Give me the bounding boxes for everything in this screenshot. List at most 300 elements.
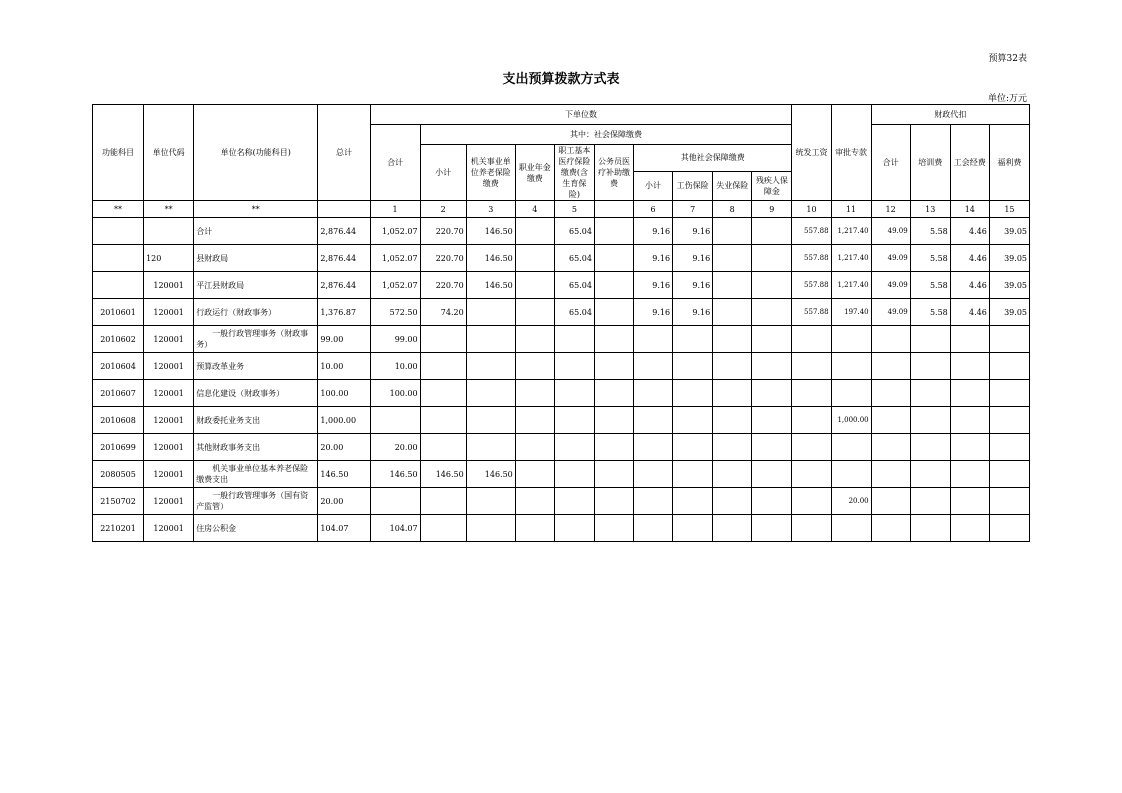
func-code-cell: 2010604 (93, 353, 144, 380)
table-row (93, 488, 1030, 515)
value-cell-c11: 1,217.40 (831, 245, 871, 272)
value-cell-c9 (752, 515, 792, 542)
value-cell-c15 (989, 434, 1029, 461)
value-cell-c12 (871, 326, 910, 353)
value-cell-c1: 1,052.07 (370, 245, 420, 272)
value-cell-c7 (673, 515, 713, 542)
func-code-cell (93, 245, 144, 272)
value-cell-c4 (515, 353, 554, 380)
value-cell-total: 2,876.44 (318, 272, 370, 299)
header-social: 其中：社会保障缴费 (420, 125, 792, 145)
value-cell-c7 (673, 434, 713, 461)
value-cell-c3 (466, 353, 515, 380)
value-cell-c15 (989, 407, 1029, 434)
func-code-cell: 2010601 (93, 299, 144, 326)
value-cell-c8 (713, 272, 752, 299)
header-training: 培训费 (910, 125, 950, 201)
header-total: 总计 (318, 105, 370, 201)
value-cell-c15: 39.05 (989, 218, 1029, 245)
func-code-cell: 2010608 (93, 407, 144, 434)
value-cell-c8 (713, 434, 752, 461)
value-cell-c13 (910, 353, 950, 380)
value-cell-c5 (554, 326, 594, 353)
value-cell-c15 (989, 515, 1029, 542)
index-cell: 7 (673, 201, 713, 218)
value-cell-c3 (466, 488, 515, 515)
value-cell-total: 1,376.87 (318, 299, 370, 326)
value-cell-c14: 4.46 (950, 272, 989, 299)
unit-code-cell: 120001 (144, 353, 194, 380)
header-other-xiaoji: 小计 (634, 171, 673, 200)
value-cell-c4 (515, 272, 554, 299)
value-cell-c7: 9.16 (673, 245, 713, 272)
value-cell-c3 (466, 380, 515, 407)
unit-code-cell: 120001 (144, 299, 194, 326)
value-cell-c1: 1,052.07 (370, 218, 420, 245)
value-cell-c7 (673, 488, 713, 515)
value-cell-c9 (752, 299, 792, 326)
value-cell-c1: 104.07 (370, 515, 420, 542)
value-cell-total: 20.00 (318, 434, 370, 461)
unit-code-cell (144, 218, 194, 245)
value-cell-c1: 20.00 (370, 434, 420, 461)
value-cell-c2 (420, 407, 466, 434)
value-cell-c9 (752, 488, 792, 515)
header-disability: 残疾人保障金 (752, 171, 792, 200)
value-cell-c5 (554, 515, 594, 542)
value-cell-c2 (420, 380, 466, 407)
value-cell-c14: 4.46 (950, 218, 989, 245)
value-cell-c5b (594, 407, 633, 434)
value-cell-c9 (752, 407, 792, 434)
value-cell-c5b (594, 380, 633, 407)
header-other-social: 其他社会保障缴费 (634, 145, 792, 172)
value-cell-c14 (950, 515, 989, 542)
value-cell-c9 (752, 434, 792, 461)
value-cell-c8 (713, 380, 752, 407)
index-cell: 4 (515, 201, 554, 218)
header-lower-unit: 下单位数 (370, 105, 792, 125)
value-cell-c11 (831, 434, 871, 461)
value-cell-c5: 65.04 (554, 245, 594, 272)
value-cell-c7 (673, 407, 713, 434)
value-cell-c11 (831, 326, 871, 353)
value-cell-c1: 1,052.07 (370, 272, 420, 299)
value-cell-c4 (515, 218, 554, 245)
value-cell-c6 (634, 380, 673, 407)
value-cell-total: 146.50 (318, 461, 370, 488)
value-cell-c12: 49.09 (871, 218, 910, 245)
value-cell-total: 99.00 (318, 326, 370, 353)
value-cell-c2 (420, 434, 466, 461)
value-cell-c1: 572.50 (370, 299, 420, 326)
table-row (93, 245, 1030, 272)
unit-code-cell: 120001 (144, 461, 194, 488)
unit-label: 单位:万元 (987, 94, 1027, 104)
unit-name-cell: 合计 (194, 218, 318, 245)
value-cell-c2: 220.70 (420, 245, 466, 272)
index-cell (594, 201, 633, 218)
value-cell-c10 (792, 380, 831, 407)
header-annuity: 职业年金缴费 (515, 145, 554, 201)
unit-code-cell: 120001 (144, 326, 194, 353)
value-cell-c5b (594, 272, 633, 299)
value-cell-c9 (752, 353, 792, 380)
value-cell-c11: 197.40 (831, 299, 871, 326)
value-cell-c14: 4.46 (950, 299, 989, 326)
value-cell-c10: 557.88 (792, 299, 831, 326)
value-cell-total: 20.00 (318, 488, 370, 515)
header-xiaoji: 小计 (420, 145, 466, 201)
unit-name-cell: 一般行政管理事务（国有资产监管） (194, 488, 318, 515)
value-cell-c2 (420, 515, 466, 542)
value-cell-c10 (792, 461, 831, 488)
value-cell-c1: 10.00 (370, 353, 420, 380)
value-cell-c14 (950, 380, 989, 407)
value-cell-c6 (634, 353, 673, 380)
value-cell-c9 (752, 218, 792, 245)
index-cell: 8 (713, 201, 752, 218)
value-cell-c5b (594, 218, 633, 245)
value-cell-c11: 1,217.40 (831, 218, 871, 245)
table-row (93, 299, 1030, 326)
value-cell-c4 (515, 380, 554, 407)
value-cell-total: 104.07 (318, 515, 370, 542)
value-cell-c5b (594, 434, 633, 461)
header-fd-total: 合计 (871, 125, 910, 201)
value-cell-c15 (989, 380, 1029, 407)
value-cell-c4 (515, 245, 554, 272)
unit-code-cell: 120001 (144, 407, 194, 434)
value-cell-c7 (673, 353, 713, 380)
value-cell-c15: 39.05 (989, 299, 1029, 326)
index-cell: ** (144, 201, 194, 218)
value-cell-c7 (673, 380, 713, 407)
value-cell-c9 (752, 461, 792, 488)
value-cell-c8 (713, 407, 752, 434)
value-cell-c13: 5.58 (910, 272, 950, 299)
index-cell (318, 201, 370, 218)
value-cell-c14 (950, 434, 989, 461)
header-func-subject: 功能科目 (93, 105, 144, 201)
header-injury: 工伤保险 (673, 171, 713, 200)
value-cell-c3 (466, 407, 515, 434)
table-row (93, 326, 1030, 353)
value-cell-c3: 146.50 (466, 461, 515, 488)
value-cell-c6 (634, 461, 673, 488)
table-row (93, 515, 1030, 542)
value-cell-c3: 146.50 (466, 245, 515, 272)
value-cell-c6 (634, 488, 673, 515)
header-approved-special: 审批专款 (831, 105, 871, 201)
unit-code-cell: 120001 (144, 488, 194, 515)
value-cell-c15 (989, 326, 1029, 353)
value-cell-c5b (594, 515, 633, 542)
value-cell-total: 100.00 (318, 380, 370, 407)
func-code-cell (93, 272, 144, 299)
value-cell-c10 (792, 434, 831, 461)
header-pension: 机关事业单位养老保险缴费 (466, 145, 515, 201)
value-cell-c12 (871, 488, 910, 515)
value-cell-c11 (831, 461, 871, 488)
page-title: 支出预算拨款方式表 (502, 72, 620, 87)
value-cell-c1 (370, 488, 420, 515)
value-cell-c10: 557.88 (792, 218, 831, 245)
header-civil-medical: 公务员医疗补助缴费 (594, 145, 633, 201)
unit-name-cell: 财政委托业务支出 (194, 407, 318, 434)
func-code-cell: 2010607 (93, 380, 144, 407)
value-cell-c6 (634, 326, 673, 353)
index-cell: 1 (370, 201, 420, 218)
value-cell-c5b (594, 299, 633, 326)
value-cell-c12 (871, 353, 910, 380)
table-row (93, 353, 1030, 380)
value-cell-total: 1,000.00 (318, 407, 370, 434)
unit-name-cell: 信息化建设（财政事务） (194, 380, 318, 407)
value-cell-c5 (554, 353, 594, 380)
value-cell-c12: 49.09 (871, 299, 910, 326)
index-cell: 6 (634, 201, 673, 218)
value-cell-c13 (910, 326, 950, 353)
value-cell-c14 (950, 353, 989, 380)
form-number: 预算32表 (988, 54, 1027, 64)
unit-name-cell: 住房公积金 (194, 515, 318, 542)
value-cell-c8 (713, 326, 752, 353)
value-cell-c12: 49.09 (871, 245, 910, 272)
value-cell-c1: 99.00 (370, 326, 420, 353)
value-cell-c15 (989, 461, 1029, 488)
value-cell-c5: 65.04 (554, 218, 594, 245)
header-unit-name: 单位名称(功能科目) (194, 105, 318, 201)
value-cell-c2 (420, 326, 466, 353)
value-cell-c1 (370, 407, 420, 434)
value-cell-c11 (831, 380, 871, 407)
index-cell: 13 (910, 201, 950, 218)
value-cell-c15 (989, 488, 1029, 515)
value-cell-c13: 5.58 (910, 299, 950, 326)
unit-name-cell: 机关事业单位基本养老保险缴费支出 (194, 461, 318, 488)
value-cell-c12 (871, 380, 910, 407)
value-cell-c4 (515, 488, 554, 515)
header-unified-salary: 统发工资 (792, 105, 831, 201)
value-cell-c10: 557.88 (792, 272, 831, 299)
header-unit-code: 单位代码 (144, 105, 194, 201)
value-cell-c2 (420, 488, 466, 515)
value-cell-c11 (831, 515, 871, 542)
unit-code-cell: 120001 (144, 434, 194, 461)
index-cell: 12 (871, 201, 910, 218)
value-cell-c10 (792, 326, 831, 353)
value-cell-c2: 146.50 (420, 461, 466, 488)
value-cell-c11: 20.00 (831, 488, 871, 515)
value-cell-c8 (713, 461, 752, 488)
value-cell-c3 (466, 434, 515, 461)
value-cell-c4 (515, 299, 554, 326)
index-cell: 2 (420, 201, 466, 218)
unit-name-cell: 县财政局 (194, 245, 318, 272)
value-cell-c8 (713, 488, 752, 515)
value-cell-c11 (831, 353, 871, 380)
value-cell-c8 (713, 218, 752, 245)
value-cell-c13 (910, 461, 950, 488)
value-cell-c6: 9.16 (634, 218, 673, 245)
table-row (93, 380, 1030, 407)
table-row (93, 218, 1030, 245)
value-cell-c7: 9.16 (673, 272, 713, 299)
value-cell-c1: 146.50 (370, 461, 420, 488)
value-cell-c4 (515, 515, 554, 542)
value-cell-total: 2,876.44 (318, 218, 370, 245)
value-cell-c15: 39.05 (989, 245, 1029, 272)
func-code-cell: 2080505 (93, 461, 144, 488)
value-cell-c5b (594, 353, 633, 380)
value-cell-c3 (466, 326, 515, 353)
index-cell: 9 (752, 201, 792, 218)
index-cell: 11 (831, 201, 871, 218)
unit-name-cell: 一般行政管理事务（财政事务） (194, 326, 318, 353)
index-cell: 15 (989, 201, 1029, 218)
value-cell-c6: 9.16 (634, 245, 673, 272)
value-cell-c6 (634, 515, 673, 542)
func-code-cell (93, 218, 144, 245)
value-cell-c12 (871, 434, 910, 461)
value-cell-c12: 49.09 (871, 272, 910, 299)
value-cell-c9 (752, 272, 792, 299)
unit-name-cell: 平江县财政局 (194, 272, 318, 299)
value-cell-c5 (554, 488, 594, 515)
value-cell-c6 (634, 434, 673, 461)
budget-table (92, 104, 1030, 542)
index-row (93, 201, 1030, 218)
value-cell-c7: 9.16 (673, 299, 713, 326)
value-cell-c10 (792, 515, 831, 542)
value-cell-c10 (792, 407, 831, 434)
value-cell-c10 (792, 353, 831, 380)
value-cell-c13: 5.58 (910, 245, 950, 272)
index-cell: 10 (792, 201, 831, 218)
value-cell-c5 (554, 461, 594, 488)
unit-code-cell: 120001 (144, 380, 194, 407)
value-cell-c5b (594, 245, 633, 272)
index-cell: 3 (466, 201, 515, 218)
value-cell-c11: 1,217.40 (831, 272, 871, 299)
value-cell-c6: 9.16 (634, 299, 673, 326)
value-cell-c15: 39.05 (989, 272, 1029, 299)
func-code-cell: 2010699 (93, 434, 144, 461)
value-cell-c7: 9.16 (673, 218, 713, 245)
value-cell-c2: 74.20 (420, 299, 466, 326)
func-code-cell: 2010602 (93, 326, 144, 353)
value-cell-c2: 220.70 (420, 272, 466, 299)
value-cell-c14: 4.46 (950, 245, 989, 272)
unit-name-cell: 行政运行（财政事务） (194, 299, 318, 326)
index-cell: ** (194, 201, 318, 218)
value-cell-c12 (871, 461, 910, 488)
header-medical: 职工基本医疗保险缴费(含生育保险) (554, 145, 594, 201)
value-cell-c9 (752, 245, 792, 272)
value-cell-c8 (713, 245, 752, 272)
table-row (93, 461, 1030, 488)
value-cell-c13 (910, 407, 950, 434)
value-cell-c5b (594, 461, 633, 488)
value-cell-c5b (594, 488, 633, 515)
value-cell-c14 (950, 407, 989, 434)
value-cell-c4 (515, 407, 554, 434)
header-fiscal-deduct: 财政代扣 (871, 105, 1029, 125)
unit-code-cell: 120 (144, 245, 194, 272)
value-cell-c4 (515, 326, 554, 353)
value-cell-total: 10.00 (318, 353, 370, 380)
func-code-cell: 2210201 (93, 515, 144, 542)
value-cell-c3 (466, 299, 515, 326)
value-cell-c5: 65.04 (554, 272, 594, 299)
func-code-cell: 2150702 (93, 488, 144, 515)
value-cell-c5 (554, 380, 594, 407)
unit-name-cell: 其他财政事务支出 (194, 434, 318, 461)
value-cell-c13 (910, 488, 950, 515)
value-cell-c3 (466, 515, 515, 542)
value-cell-c3: 146.50 (466, 272, 515, 299)
value-cell-c3: 146.50 (466, 218, 515, 245)
value-cell-c14 (950, 488, 989, 515)
value-cell-c13 (910, 515, 950, 542)
value-cell-c13 (910, 434, 950, 461)
table-row (93, 272, 1030, 299)
value-cell-c14 (950, 461, 989, 488)
header-sum: 合计 (370, 125, 420, 201)
unit-name-cell: 预算改革业务 (194, 353, 318, 380)
value-cell-c5b (594, 326, 633, 353)
value-cell-c4 (515, 461, 554, 488)
value-cell-c14 (950, 326, 989, 353)
value-cell-c9 (752, 380, 792, 407)
table-row (93, 407, 1030, 434)
value-cell-c2: 220.70 (420, 218, 466, 245)
index-cell: ** (93, 201, 144, 218)
header-union: 工会经费 (950, 125, 989, 201)
value-cell-c8 (713, 353, 752, 380)
value-cell-c8 (713, 299, 752, 326)
index-cell: 5 (554, 201, 594, 218)
value-cell-c11: 1,000.00 (831, 407, 871, 434)
header-welfare: 福利费 (989, 125, 1029, 201)
value-cell-c10 (792, 488, 831, 515)
value-cell-c8 (713, 515, 752, 542)
value-cell-c5: 65.04 (554, 299, 594, 326)
table-row (93, 434, 1030, 461)
value-cell-c12 (871, 407, 910, 434)
unit-code-cell: 120001 (144, 272, 194, 299)
value-cell-total: 2,876.44 (318, 245, 370, 272)
value-cell-c5 (554, 407, 594, 434)
value-cell-c4 (515, 434, 554, 461)
value-cell-c9 (752, 326, 792, 353)
value-cell-c13 (910, 380, 950, 407)
value-cell-c13: 5.58 (910, 218, 950, 245)
unit-code-cell: 120001 (144, 515, 194, 542)
value-cell-c1: 100.00 (370, 380, 420, 407)
value-cell-c6 (634, 407, 673, 434)
value-cell-c10: 557.88 (792, 245, 831, 272)
index-cell: 14 (950, 201, 989, 218)
value-cell-c6: 9.16 (634, 272, 673, 299)
value-cell-c7 (673, 461, 713, 488)
value-cell-c7 (673, 326, 713, 353)
value-cell-c2 (420, 353, 466, 380)
value-cell-c5 (554, 434, 594, 461)
header-unemployment: 失业保险 (713, 171, 752, 200)
value-cell-c15 (989, 353, 1029, 380)
